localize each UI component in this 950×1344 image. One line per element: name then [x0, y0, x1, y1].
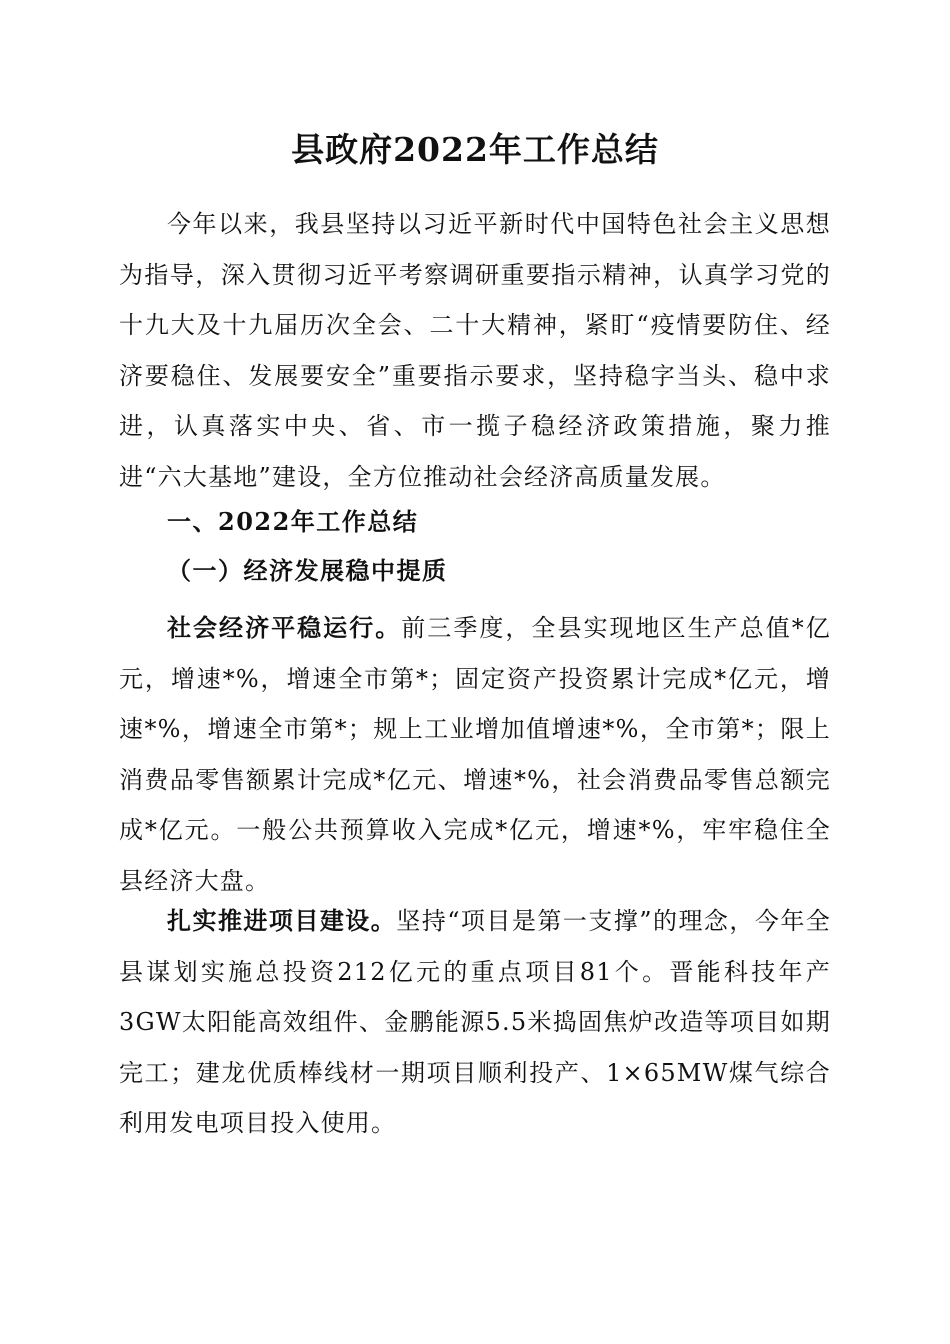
economy-paragraph: [119, 603, 831, 906]
projects-paragraph: [119, 896, 831, 1149]
projects-paragraph-lead: 扎实推进项目建设。: [167, 906, 397, 935]
economy-paragraph-lead: 社会经济平稳运行。: [167, 613, 402, 642]
economy-paragraph-text: 前三季度，全县实现地区生产总值*亿元，增速*%，增速全市第*；固定资产投资累计完成*亿元，增速*%，增速全市第*；规上工业增加值增速*%，全市第*；限上消费品零售额累计完成*亿元、增速*%，社会消费品零售总额完成*亿元。一般公共预算收入完成*亿元，增速*%，牢牢稳住全县经济大盘。: [119, 614, 831, 895]
document-title: 县政府2022年工作总结: [291, 130, 659, 169]
subsection-heading: （一）经济发展稳中提质: [167, 556, 448, 585]
projects-paragraph-text: 坚持“项目是第一支撑”的理念，今年全县谋划实施总投资212亿元的重点项目81个。晋能科技年产3GW太阳能高效组件、金鹏能源5.5米捣固焦炉改造等项目如期完工；建龙优质棒线材一期项目顺利投产、1×65MW煤气综合利用发电项目投入使用。: [119, 907, 831, 1137]
intro-paragraph: 今年以来，我县坚持以习近平新时代中国特色社会主义思想为指导，深入贯彻习近平考察调研重要指示精神，认真学习党的十九大及十九届历次全会、二十大精神，紧盯“疫情要防住、经济要稳住、发展要安全”重要指示要求，坚持稳字当头、稳中求进，认真落实中央、省、市一揽子稳经济政策措施，聚力推进“六大基地”建设，全方位推动社会经济高质量发展。: [119, 210, 831, 491]
section-heading: 一、2022年工作总结: [167, 507, 419, 536]
